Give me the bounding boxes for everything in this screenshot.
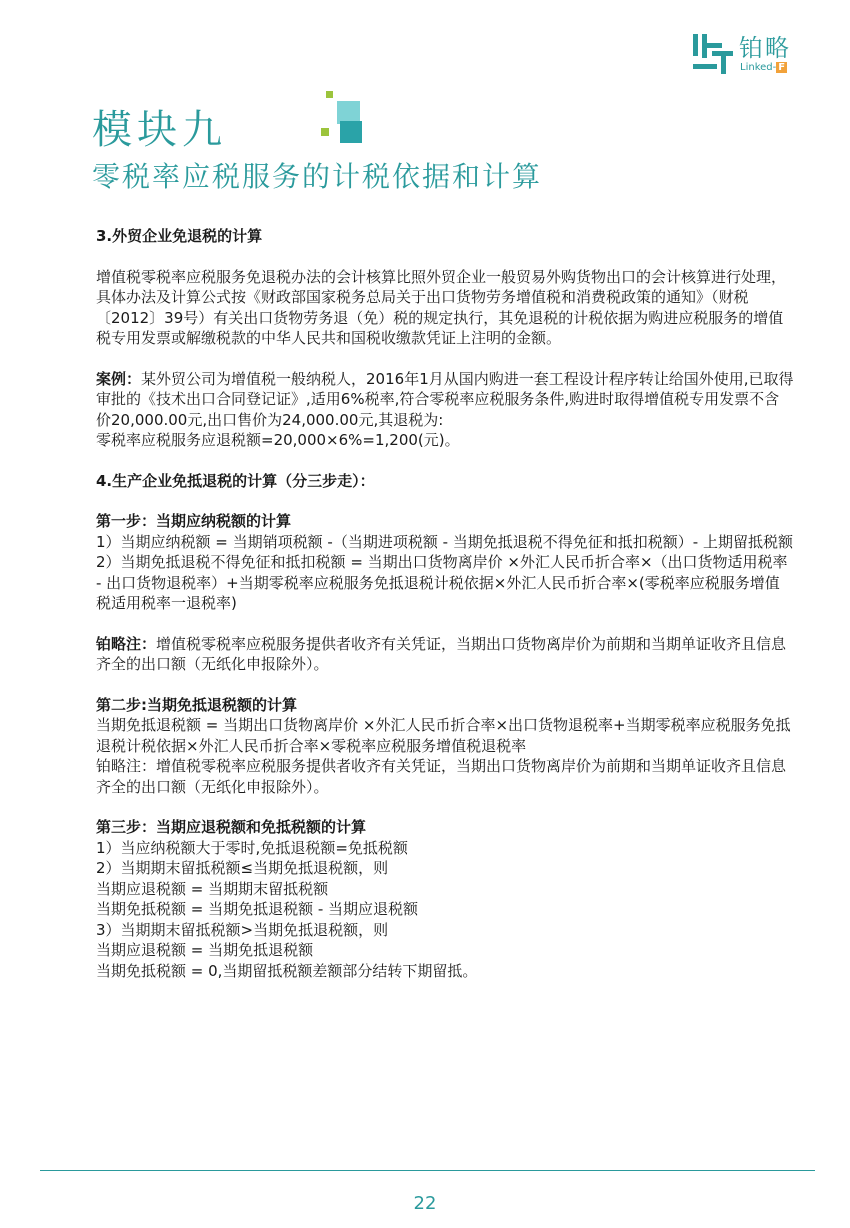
note1-text: 增值税零税率应税服务提供者收齐有关凭证，当期出口货物离岸价为前期和当期单证收齐且信息齐全的出口额（无纸化申报除外）。 bbox=[96, 634, 787, 673]
step2-title: 第二步:当期免抵退税额的计算 bbox=[96, 695, 297, 714]
note1-block bbox=[96, 634, 794, 675]
case-text: 某外贸公司为增值税一般纳税人，2016年1月从国内购进一套工程设计程序转让给国外使用,已取得审批的《技术出口合同登记证》,适用6%税率,符合零税率应税服务条件,购进时取得增值税专用发票不含价20,000.00元,出口售价为24,000.00元,其退税为: bbox=[96, 369, 794, 429]
case-block bbox=[96, 369, 794, 431]
brand-name-en-tag: F bbox=[778, 62, 786, 73]
footer-divider bbox=[40, 1170, 815, 1171]
section3-paragraph: 增值税零税率应税服务免退税办法的会计核算比照外贸企业一般贸易外购货物出口的会计核算进行处理，具体办法及计算公式按《财政部国家税务总局关于出口货物劳务增值税和消费税政策的通知》（财税〔2012〕39号）有关出口货物劳务退（免）税的规定执行，其免退税的计税依据为购进应税服务的增值税专用发票或解缴税款的中华人民共和国税收缴款凭证上注明的金额。 bbox=[96, 267, 787, 347]
decor-square-small-green bbox=[326, 91, 333, 98]
brand-name-cn: 铂略 bbox=[739, 34, 791, 62]
step1-line2: 2）当期免抵退税不得免征和抵扣税额 = 当期出口货物离岸价 ×外汇人民币折合率×（出口货物适用税率 - 出口货物退税率）+当期零税率应税服务免抵退税计税依据×外汇人民币折合率×(零税率应税服务增值税适用税率一退税率) bbox=[96, 553, 788, 612]
module-title: 模块九 bbox=[92, 107, 227, 153]
case-formula: 零税率应税服务应退税额=20,000×6%=1,200(元)。 bbox=[96, 431, 460, 449]
step3-line: 当期免抵税额 = 0,当期留抵税额差额部分结转下期留抵。 bbox=[96, 961, 478, 980]
step1-title: 第一步：当期应纳税额的计算 bbox=[96, 512, 292, 530]
step3-line: 当期应退税额 = 当期免抵退税额 bbox=[96, 941, 314, 959]
step3-title: 第三步：当期应退税额和免抵税额的计算 bbox=[96, 818, 367, 836]
step2-line1: 当期免抵退税额 = 当期出口货物离岸价 ×外汇人民币折合率×出口货物退税率+当期零税率应税服务免抵退税计税依据×外汇人民币折合率×零税率应税服务增值税退税率 bbox=[96, 716, 791, 755]
step3-line: 当期应退税额 = 当期期末留抵税额 bbox=[96, 879, 329, 898]
section4-heading: 4.生产企业免抵退税的计算（分三步走）： bbox=[96, 471, 375, 490]
document-body bbox=[96, 226, 794, 981]
step2-note: 铂略注：增值税零税率应税服务提供者收齐有关凭证，当期出口货物离岸价为前期和当期单证收齐且信息齐全的出口额（无纸化申报除外）。 bbox=[96, 757, 787, 796]
linked-f-logo-icon bbox=[693, 34, 733, 74]
decor-square-teal bbox=[340, 121, 362, 143]
section3-heading: 3.外贸企业免退税的计算 bbox=[96, 227, 263, 245]
module-subtitle: 零税率应税服务的计税依据和计算 bbox=[92, 160, 543, 193]
case-label: 案例： bbox=[96, 369, 142, 388]
step3-line: 当期免抵税额 = 当期免抵退税额 - 当期应退税额 bbox=[96, 900, 419, 918]
brand-name-en-text: Linked- bbox=[740, 62, 777, 73]
step1-line1: 1）当期应纳税额 = 当期销项税额 -（当期进项税额 - 当期免抵退税不得免征和抵扣税额）- 上期留抵税额 bbox=[96, 532, 793, 551]
step3-line: 3）当期期末留抵税额>当期免抵退税额，则 bbox=[96, 920, 389, 939]
step3-line: 2）当期期末留抵税额≤当期免抵退税额，则 bbox=[96, 859, 389, 877]
brand-name-en bbox=[740, 62, 787, 74]
note1-label: 铂略注： bbox=[96, 634, 157, 653]
page-number: 22 bbox=[413, 1193, 437, 1214]
step3-line: 1）当应纳税额大于零时,免抵退税额=免抵税额 bbox=[96, 838, 408, 857]
decor-square-small-green-2 bbox=[321, 128, 329, 136]
